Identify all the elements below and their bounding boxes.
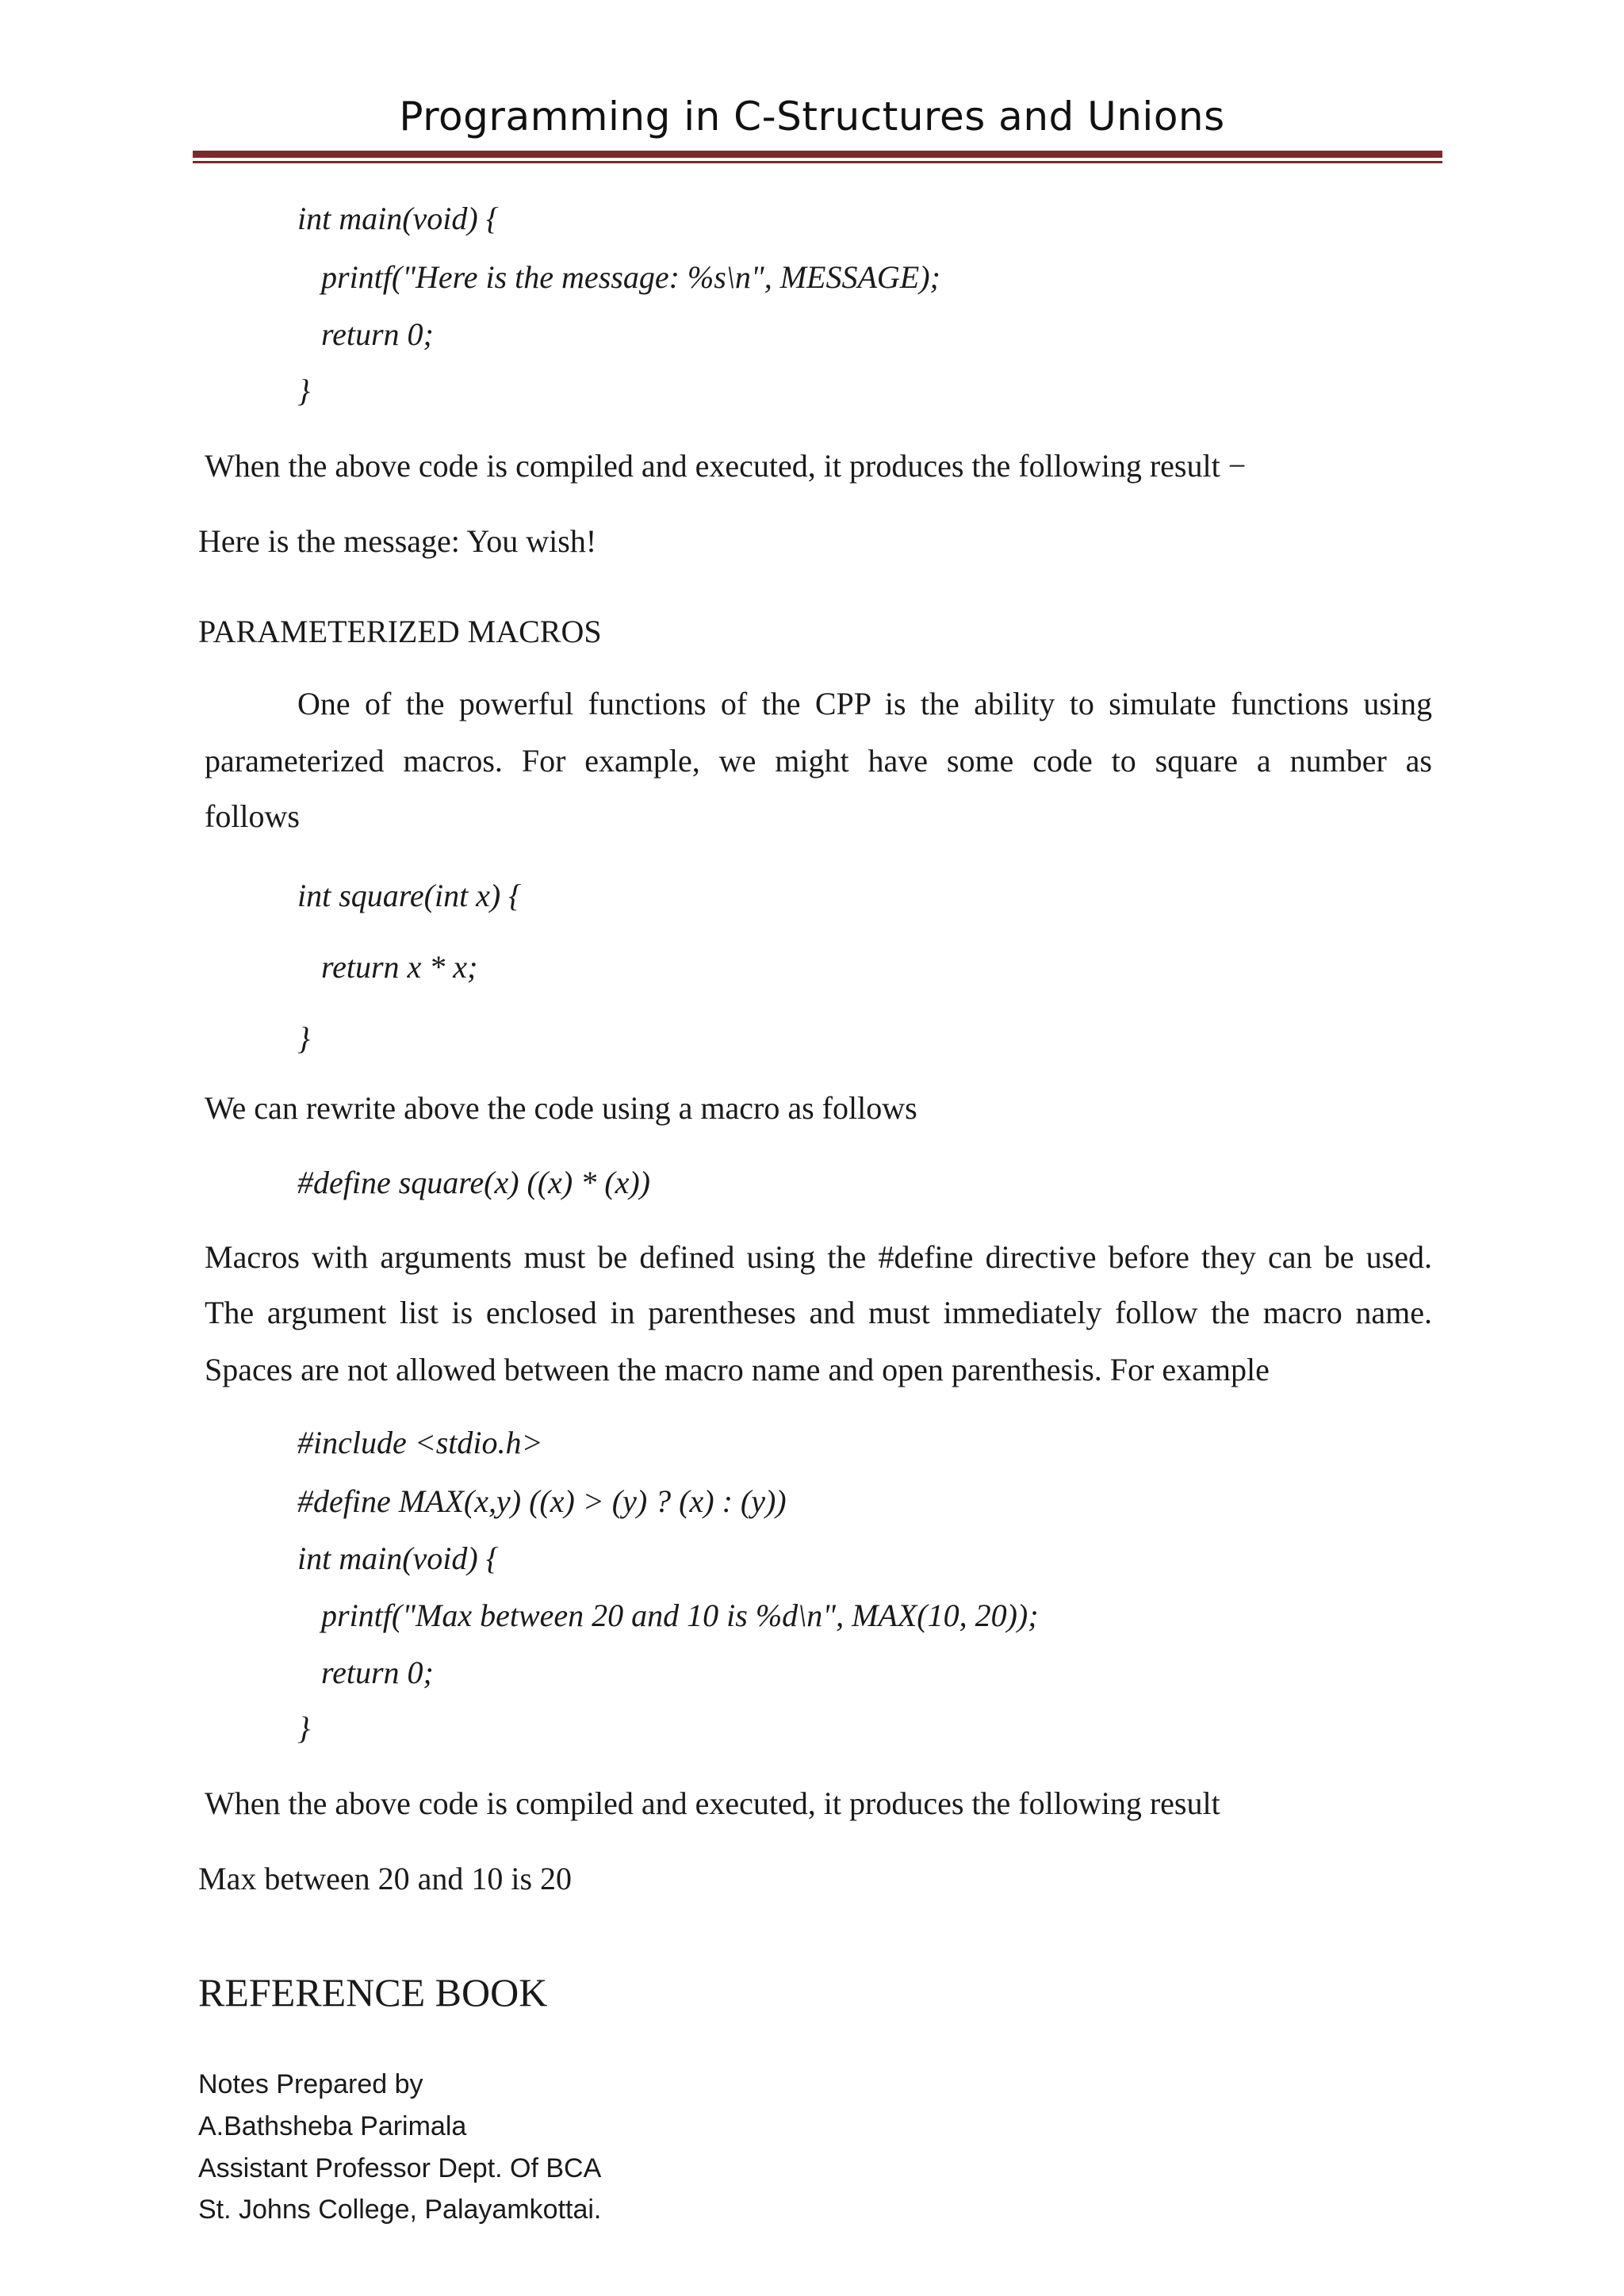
result-intro: When the above code is compiled and executed, it produces the following result − [205,448,1247,484]
code-line: #define square(x) ((x) * (x)) [297,1165,650,1200]
code-line: return x * x; [321,949,478,985]
program-output: Max between 20 and 10 is 20 [198,1861,573,1896]
code-line: } [297,1710,310,1746]
header-rule-thick [193,151,1442,158]
footer-line: A.Bathsheba Parimala [198,2111,467,2141]
program-output: Here is the message: You wish! [198,523,597,559]
header-rule-thin [193,161,1442,163]
code-line: int main(void) { [297,201,499,236]
section-heading: PARAMETERIZED MACROS [198,614,602,649]
code-line: #include <stdio.h> [297,1425,543,1460]
rewrite-intro: We can rewrite above the code using a macro as follows [205,1090,917,1126]
footer-line: Notes Prepared by [198,2069,423,2099]
code-line: } [297,1020,310,1056]
code-line: int square(int x) { [297,878,522,913]
paragraph-line: One of the powerful functions of the CPP is the ability to simulate functions using [297,686,1432,721]
code-line: return 0; [321,316,434,352]
reference-heading: REFERENCE BOOK [198,1970,548,2015]
code-line: printf("Here is the message: %s\n", MESSAGE); [321,259,940,295]
footer-line: Assistant Professor Dept. Of BCA [198,2153,602,2183]
paragraph-line: follows [205,798,300,834]
paragraph-line: The argument list is enclosed in parentheses and must immediately follow the macro name. [205,1295,1432,1330]
code-line: } [297,373,310,408]
code-line: return 0; [321,1655,434,1690]
code-line: int main(void) { [297,1540,499,1576]
paragraph-line: Spaces are not allowed between the macro name and open parenthesis. For example [205,1352,1270,1387]
code-line: printf("Max between 20 and 10 is %d\n", MAX(10, 20)); [321,1598,1039,1633]
code-line: #define MAX(x,y) ((x) > (y) ? (x) : (y)) [297,1483,787,1519]
paragraph-line: Macros with arguments must be defined using the #define directive before they can be used. [205,1239,1432,1275]
paragraph-line: parameterized macros. For example, we might have some code to square a number as [205,743,1432,779]
result-intro: When the above code is compiled and executed, it produces the following result [205,1785,1220,1821]
footer-line: St. Johns College, Palayamkottai. [198,2195,602,2225]
page-header-title: Programming in C-Structures and Unions [399,94,1225,140]
